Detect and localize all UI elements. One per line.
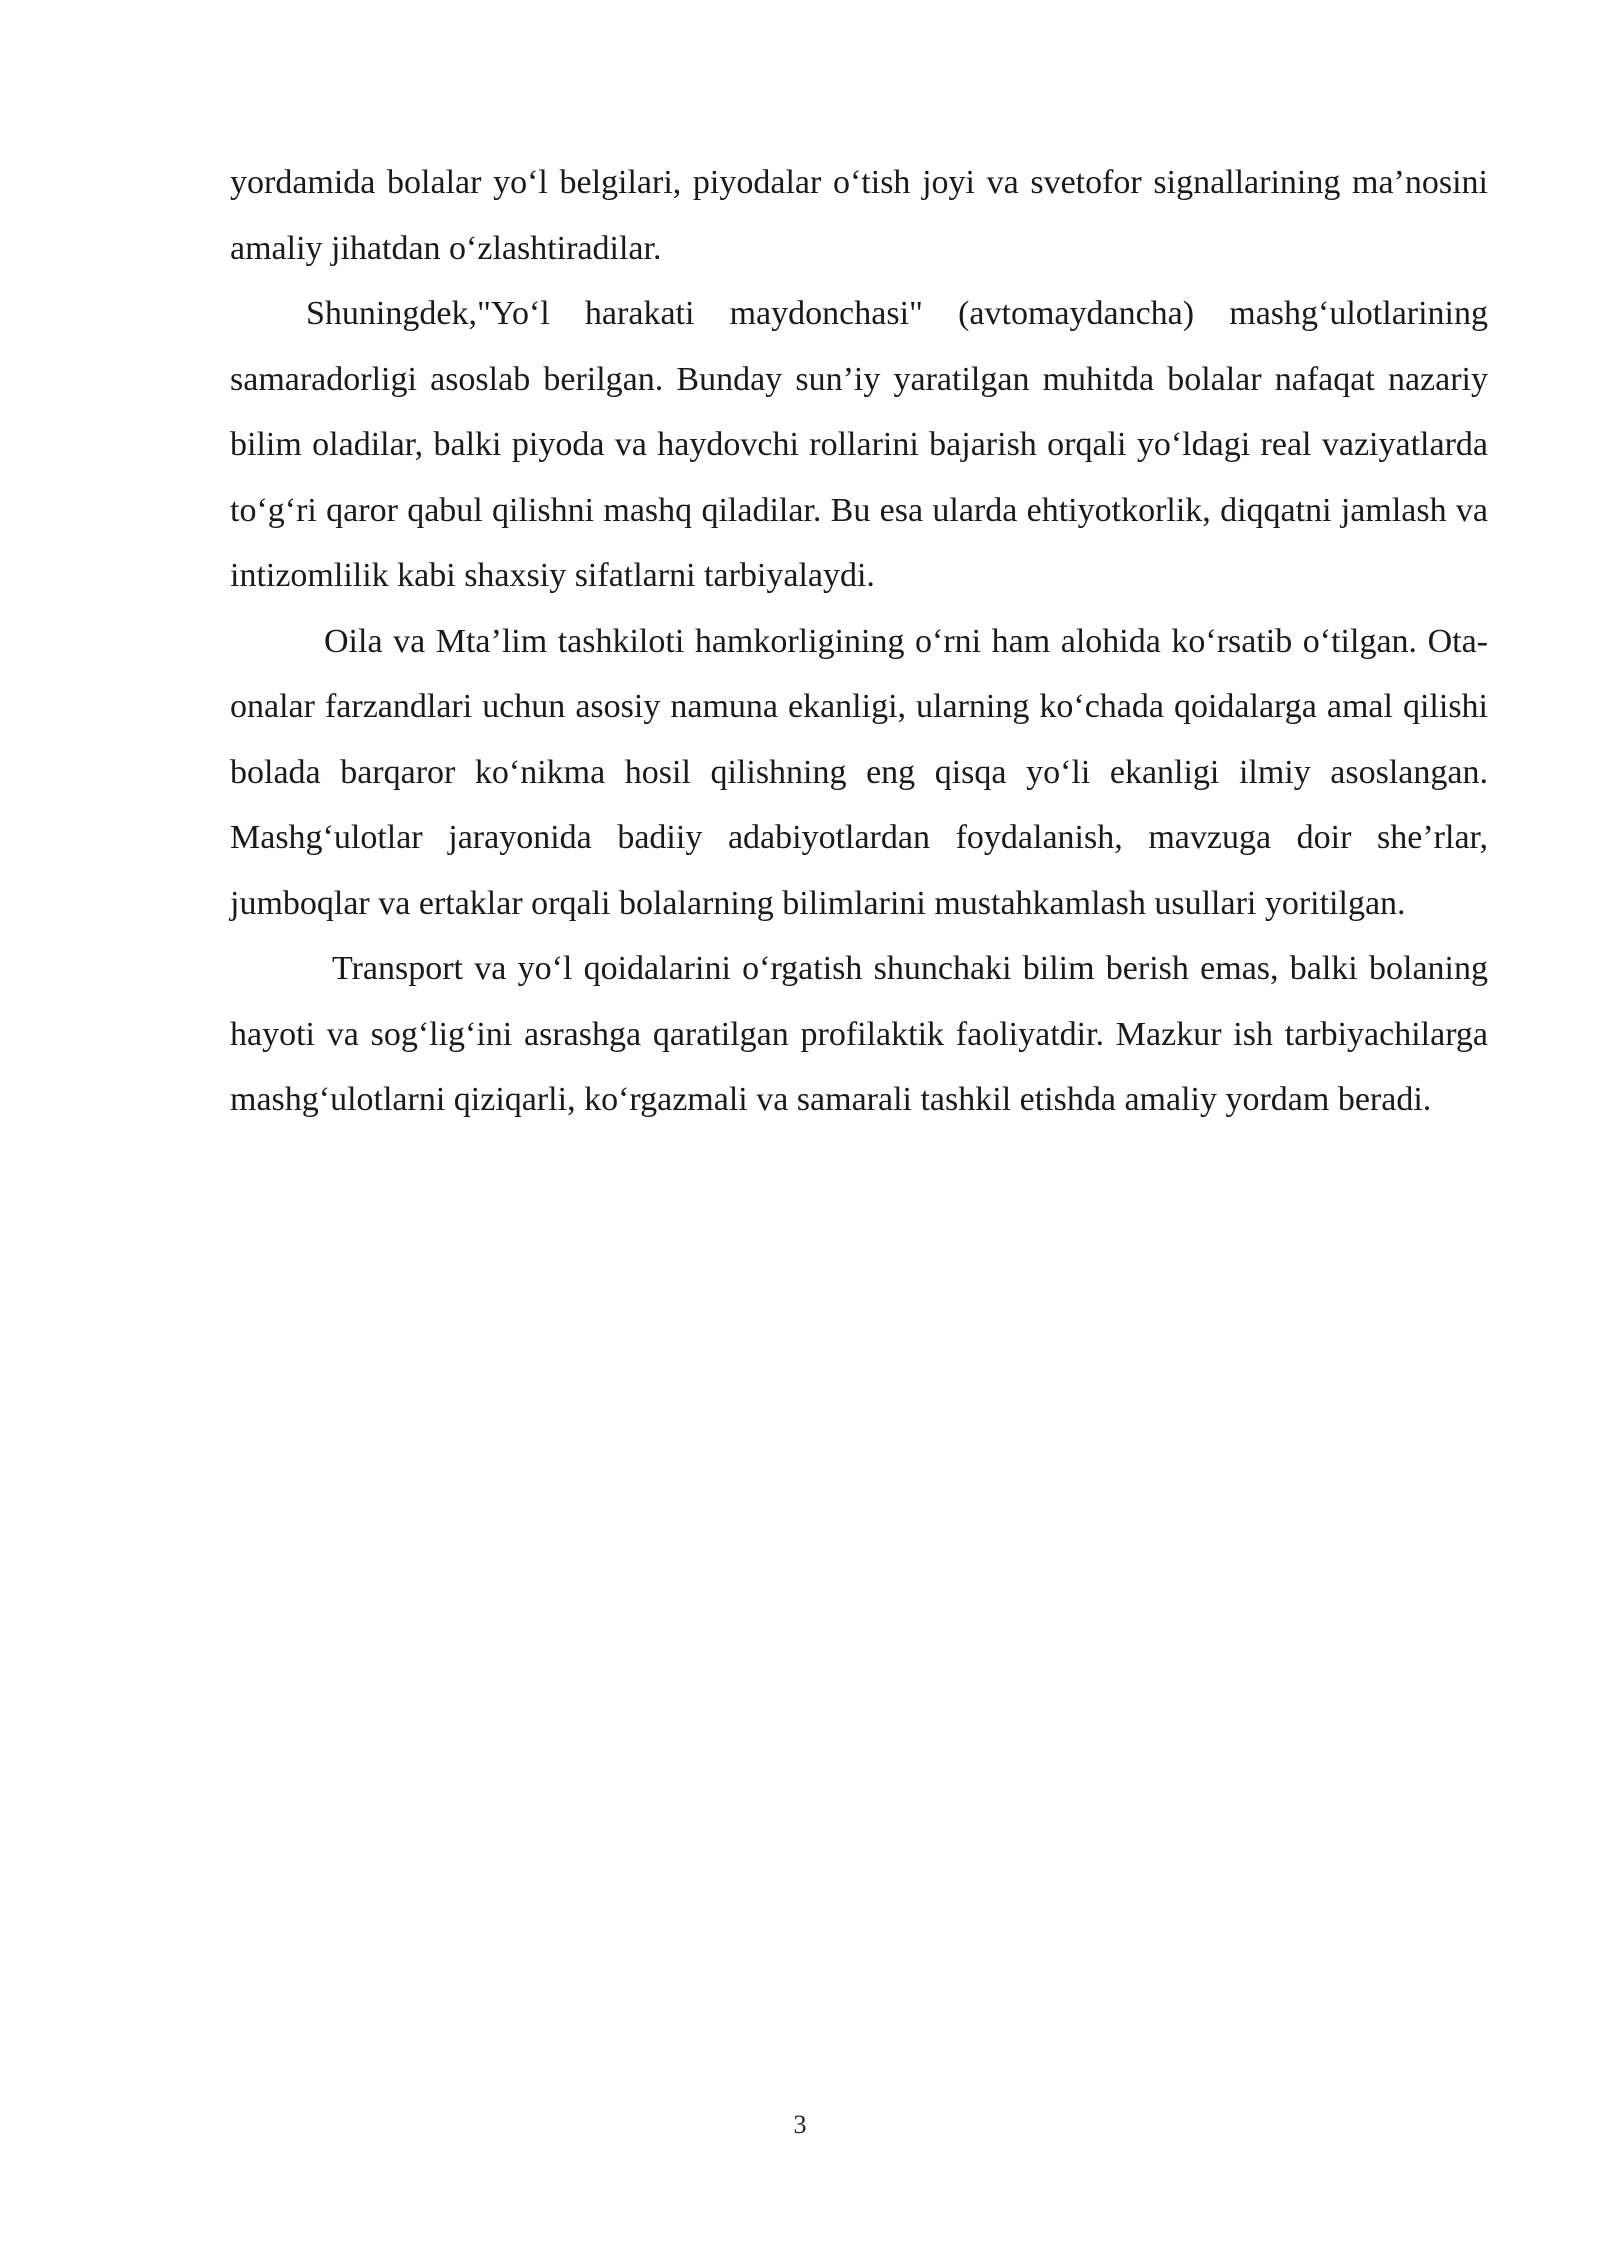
- paragraph-traffic-playground: Shuningdek,"Yo‘l harakati maydonchasi" (avtomaydancha) mashg‘ulotlarining samaradorligi asoslab berilgan. Bunday sun’iy yaratilgan muhitda bolalar nafaqat nazariy bilim oladilar, balki piyoda va haydovchi rollarini bajarish orqali yo‘ldagi real vaziyatlarda to‘g‘ri qaror qabul qilishni mashq qiladilar. Bu esa ularda ehtiyotkorlik, diqqatni jamlash va intizomlilik kabi shaxsiy sifatlarni tarbiyalaydi.: [230, 295, 1488, 594]
- page-number: 3: [793, 2110, 807, 2139]
- paragraph-conclusion: Transport va yo‘l qoidalarini o‘rgatish shunchaki bilim berish emas, balki bolaning hayoti va sog‘lig‘ini asrashga qaratilgan profilaktik faoliyatdir. Mazkur ish tarbiyachilarga mashg‘ulotlarni qiziqarli, ko‘rgazmali va samarali tashkil etishda amaliy yordam beradi.: [230, 950, 1488, 1118]
- paragraph-continuation: yordamida bolalar yo‘l belgilari, piyodalar o‘tish joyi va svetofor signallarining ma’nosini amaliy jihatdan o‘zlashtiradilar.: [230, 164, 1488, 267]
- body-text: [230, 150, 1488, 1133]
- paragraph-family-cooperation: Oila va Mta’lim tashkiloti hamkorligining o‘rni ham alohida ko‘rsatib o‘tilgan. Ota-onalar farzandlari uchun asosiy namuna ekanligi, ularning ko‘chada qoidalarga amal qilishi bolada barqaror ko‘nikma hosil qilishning eng qisqa yo‘li ekanligi ilmiy asoslangan. Mashg‘ulotlar jarayonida badiiy adabiyotlardan foydalanish, mavzuga doir she’rlar, jumboqlar va ertaklar orqali bolalarning bilimlarini mustahkamlash usullari yoritilgan.: [230, 622, 1488, 922]
